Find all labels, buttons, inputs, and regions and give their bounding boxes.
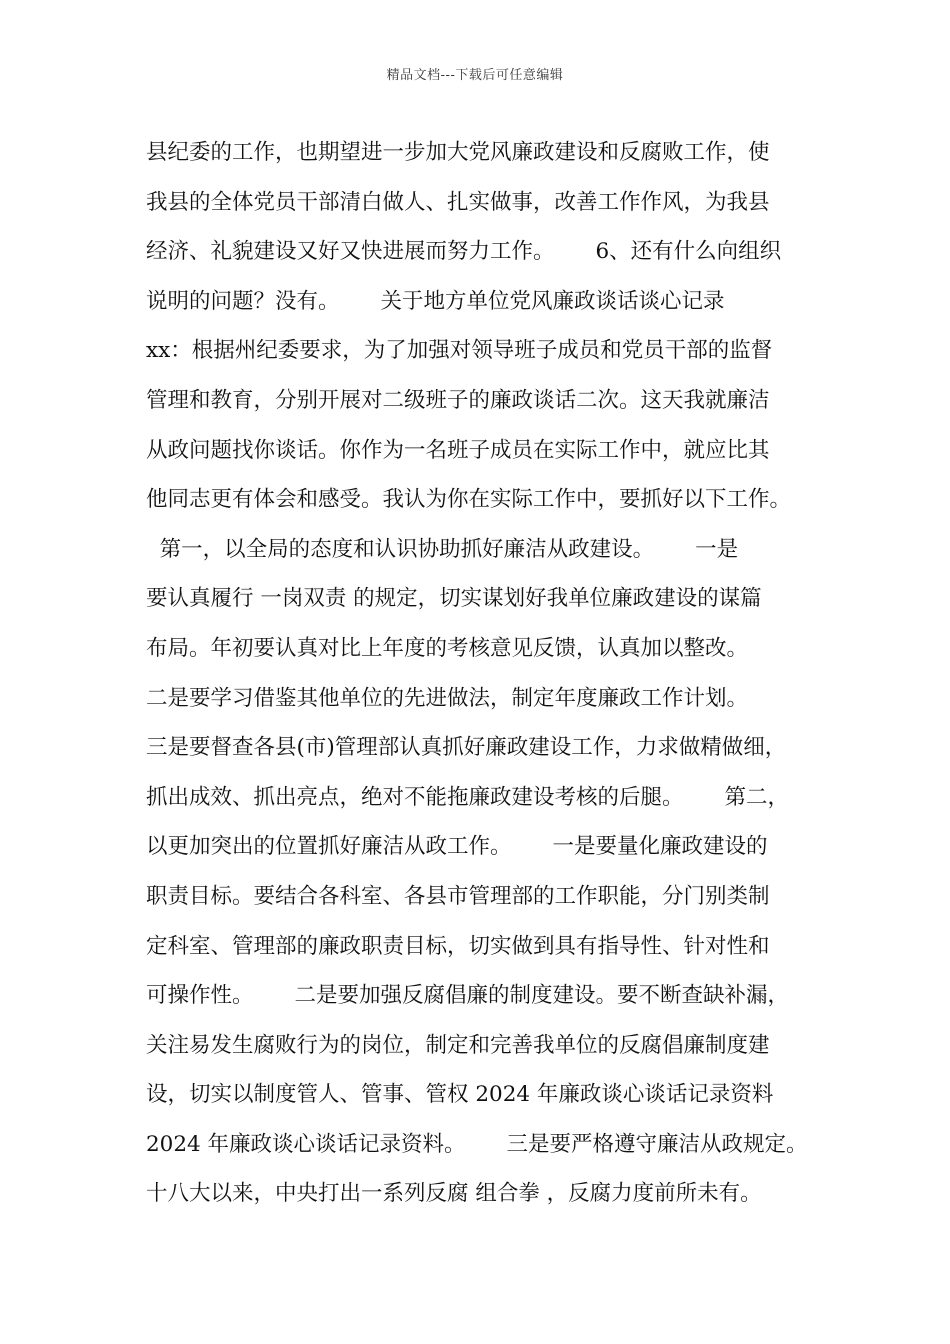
text-line: 管理和教育，分别开展对二级班子的廉政谈话二次。这天我就廉洁	[146, 387, 770, 413]
text-line: 我县的全体党员干部清白做人、扎实做事，改善工作作风，为我县	[146, 189, 770, 215]
page-header: 精品文档---下载后可任意编辑	[386, 68, 564, 83]
text-line: 以更加突出的位置抓好廉洁从政工作。 一是要量化廉政建设的	[146, 834, 768, 860]
text-line: 十八大以来，中央打出一系列反腐 组合拳 ，反腐力度前所未有。	[146, 1181, 762, 1207]
text-line: 布局。年初要认真对比上年度的考核意见反馈，认真加以整改。	[146, 635, 749, 661]
text-line: 从政问题找你谈话。你作为一名班子成员在实际工作中，就应比其	[146, 437, 770, 463]
text-line: 三是要督查各县(市)管理部认真抓好廉政建设工作，力求做精做细，	[146, 735, 787, 761]
text-line: 二是要学习借鉴其他单位的先进做法，制定年度廉政工作计划。	[146, 685, 749, 711]
text-line: 第一，以全局的态度和认识协助抓好廉洁从政建设。 一是	[146, 536, 739, 562]
text-line: 县纪委的工作，也期望进一步加大党风廉政建设和反腐败工作，使	[146, 140, 770, 165]
text-line: 可操作性。 二是要加强反腐倡廉的制度建设。要不断查缺补漏，	[146, 983, 790, 1009]
text-line: 说明的问题？没有。 关于地方单位党风廉政谈话谈心记录	[146, 288, 725, 314]
text-line: 他同志更有体会和感受。我认为你在实际工作中，要抓好以下工作。	[146, 487, 792, 513]
text-line: 设，切实以制度管人、管事、管权 2024 年廉政谈心谈话记录资料	[146, 1082, 774, 1108]
text-line: 抓出成效、抓出亮点，绝对不能拖廉政建设考核的后腿。 第二，	[146, 784, 790, 810]
text-line: 要认真履行 一岗双责 的规定，切实谋划好我单位廉政建设的谋篇	[146, 586, 762, 612]
text-line: 定科室、管理部的廉政职责目标，切实做到具有指导性、针对性和	[146, 933, 770, 959]
text-line: xx：根据州纪委要求，为了加强对领导班子成员和党员干部的监督	[146, 338, 773, 364]
text-line: 职责目标。要结合各科室、各县市管理部的工作职能，分门别类制	[146, 883, 770, 909]
text-line: 关注易发生腐败行为的岗位，制定和完善我单位的反腐倡廉制度建	[146, 1032, 770, 1058]
text-line: 2024 年廉政谈心谈话记录资料。 三是要严格遵守廉洁从政规定。	[146, 1131, 808, 1157]
document-body	[146, 128, 822, 1219]
text-line: 经济、礼貌建设又好又快进展而努力工作。 6、还有什么向组织	[146, 239, 782, 265]
